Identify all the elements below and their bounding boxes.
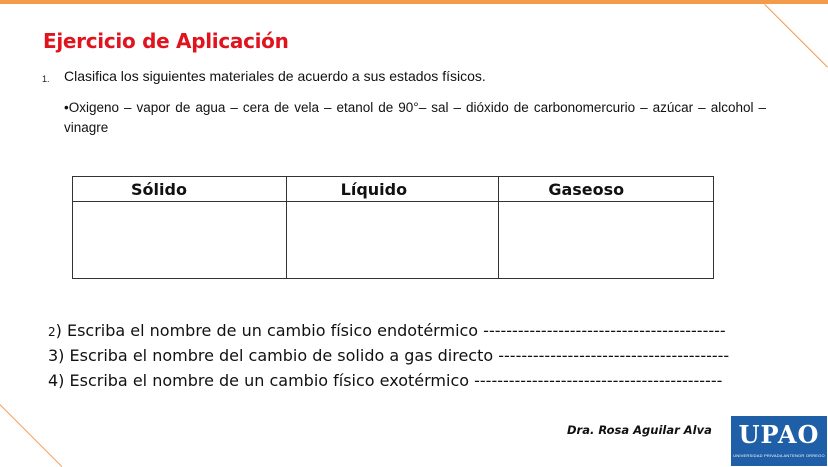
header-liquido xyxy=(286,177,499,202)
question-3-text: 3) Escriba el nombre del cambio de solido a gas directo ---------------------------------------- xyxy=(48,346,730,365)
states-table-header-row xyxy=(73,177,714,202)
materials-list: •Oxigeno – vapor de agua – cera de vela – etanol de 90°– sal – dióxido de carbonomercurio – azúcar – alcohol – vinagre xyxy=(64,100,766,135)
question-4-text: 4) Escriba el nombre de un cambio físico exotérmico ------------------------------------------- xyxy=(48,371,723,390)
question-1-number: 1. xyxy=(42,74,50,84)
header-gaseoso xyxy=(499,177,714,202)
header-solido xyxy=(73,177,287,202)
cell-liquido xyxy=(286,202,499,279)
question-2-number: 2 xyxy=(48,325,56,339)
logo-text: UPAO xyxy=(738,420,820,449)
bottom-left-decor-line xyxy=(0,404,62,467)
header-gaseoso-label: Gaseoso xyxy=(548,179,625,199)
question-1-text: Clasifica los siguientes materiales de acuerdo a sus estados físicos. xyxy=(64,68,486,84)
top-right-decor-line xyxy=(764,4,828,68)
question-2 xyxy=(48,321,726,340)
slide-title: Ejercicio de Aplicación xyxy=(43,29,289,53)
author-name: Dra. Rosa Aguilar Alva xyxy=(567,423,712,437)
header-solido-label: Sólido xyxy=(131,179,187,199)
cell-gaseoso xyxy=(499,202,714,279)
states-table-answer-row xyxy=(73,202,714,279)
question-3 xyxy=(48,346,729,365)
logo-subtitle: UNIVERSIDAD PRIVADA ANTENOR ORREGO xyxy=(733,453,825,458)
cell-solido xyxy=(73,202,287,279)
header-liquido-label: Líquido xyxy=(340,179,408,199)
question-2-text: ) Escriba el nombre de un cambio físico endotérmico ------------------------------------------ xyxy=(55,321,726,340)
question-4 xyxy=(48,371,722,390)
states-table xyxy=(72,176,714,279)
upao-logo xyxy=(731,416,827,466)
top-accent-bar xyxy=(0,0,828,4)
